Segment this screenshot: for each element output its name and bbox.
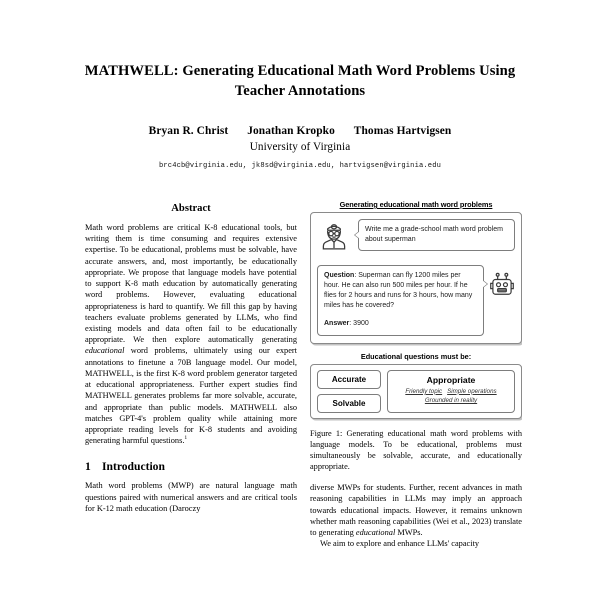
figure-1 (310, 200, 522, 472)
figure-caption-text: Generating educational math word problems with language models. To be educational, problems must simultaneously be solvable, accurate, and educationally appropriate. (310, 428, 522, 472)
title-block (0, 0, 600, 170)
criteria-appropriate-sub-row-1 (391, 387, 511, 396)
criteria-solvable: Solvable (317, 394, 381, 413)
prompt-bubble: Write me a grade-school math word problem about superman (358, 219, 515, 251)
answer-line (324, 319, 477, 329)
introduction-section-number: 1 (85, 460, 91, 474)
question-label: Question (324, 272, 355, 279)
robot-icon (489, 271, 515, 306)
right-column-paragraph-2: We aim to explore and enhance LLMs' capacity (320, 539, 480, 549)
figure-main-panel (310, 212, 522, 344)
author-list (62, 125, 538, 153)
left-column (85, 200, 297, 600)
criteria-sub-grounded-in-reality: Grounded in reality (424, 397, 478, 404)
prompt-row (317, 219, 515, 259)
author-3: Thomas Hartvigsen (353, 125, 452, 138)
right-column (310, 200, 522, 600)
author-emails: brc4cb@virginia.edu, jk8sd@virginia.edu, hartvigsen@virginia.edu (158, 162, 442, 171)
right-column-paragraph-1 (310, 482, 522, 538)
introduction-heading-label: Introduction (102, 460, 165, 474)
criteria-appropriate-sub-row-2 (391, 396, 511, 405)
abstract-paragraph (85, 222, 297, 446)
criteria-sub-simple-operations: Simple operations (447, 387, 497, 395)
criteria-sub-friendly-topic: Friendly topic (405, 387, 443, 395)
abstract-text-part-2: word problems, ultimately using our expert annotations to finetune a 70B language model. Our model, MATHWELL, is the first K-8 word problem generator targeted at educational appropriateness. Further expert studies find MATHWELL generates problems far more solvable, accurate, and appropriate than public models. MATHWELL also matches GPT-4's problem quality while attaining more appropriate reading levels for K-8 students and avoiding generating harmful questions. (85, 346, 297, 446)
right-paragraph-1-pre: diverse MWPs for students. Further, recent advances in math reasoning capabilities in LLMs may imply an approach towards educational impacts. However, it remains unknown whether math reasoning capabilities (Wei et al., 2023) translate to generating (310, 483, 522, 538)
criteria-title: Educational questions must be: (360, 351, 472, 361)
body-columns (0, 200, 600, 600)
question-text: : Superman can fly 1200 miles per hour. He can also run 500 miles per hour. If he flies for 2 hours and runs for 3 hours, how many miles has he covered? (324, 272, 473, 310)
teacher-icon (317, 220, 351, 259)
abstract-text-part-1: Math word problems are critical K-8 educational tools, but writing them is time consuming and requires extensive expertise. To be educational, problems must be solvable, have accurate answers, and, most importantly, be educationally appropriate. We propose that language models have potential to support K-8 math education by automatically generating word problems. However, evaluating educational appropriateness is hard to quantify. We fill this gap by having teachers evaluate problems generated by LLMs, who find existing models and data often fail to be educationally appropriate. We then explore automatically generating (85, 223, 297, 345)
author-2: Jonathan Kropko (247, 125, 335, 138)
answer-label: Answer (324, 319, 350, 327)
introduction-heading (85, 460, 297, 473)
abstract-text-italic: educational (85, 346, 125, 356)
answer-text: : 3900 (349, 319, 369, 327)
introduction-paragraph-1: Math word problems (MWP) are natural language math questions paired with numerical answers and are critical tools for K-12 math education (Daroczy (85, 481, 297, 513)
question-answer-bubble (317, 265, 484, 336)
abstract-heading: Abstract (171, 203, 211, 214)
right-paragraph-1-italic: educational (355, 528, 396, 538)
figure-caption (310, 428, 522, 472)
author-1: Bryan R. Christ (148, 125, 229, 138)
criteria-panel (310, 364, 522, 419)
figure-caption-label: Figure 1: (310, 428, 343, 438)
page-title: MATHWELL: Generating Educational Math Word Problems Using Teacher Annotations (84, 63, 516, 99)
answer-row (317, 265, 515, 336)
criteria-appropriate-label: Appropriate (426, 374, 476, 385)
affiliation: University of Virginia (249, 141, 351, 154)
abstract-footnote-marker: 1 (184, 435, 188, 442)
figure-panel-title: Generating educational math word problems (339, 200, 493, 209)
criteria-left-column (317, 370, 381, 413)
criteria-accurate: Accurate (317, 370, 381, 389)
question-line (324, 271, 477, 312)
right-paragraph-1-post: MWPs. (395, 528, 423, 538)
criteria-appropriate (387, 370, 515, 413)
